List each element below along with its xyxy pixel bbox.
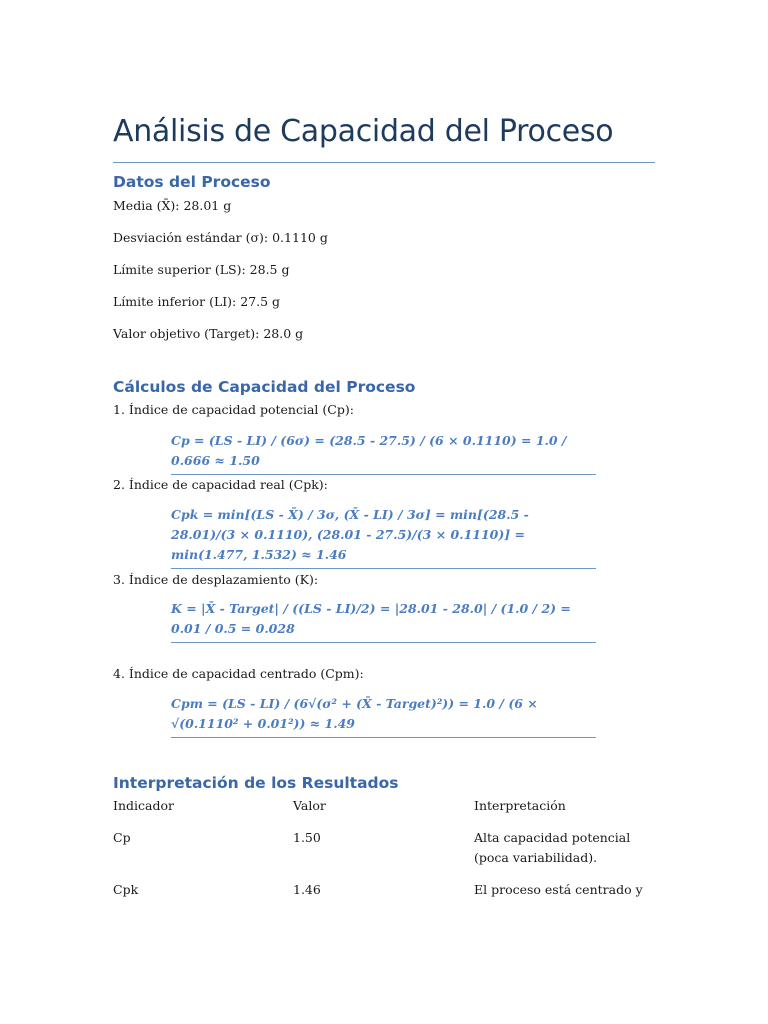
dato-limite-superior: Límite superior (LS): 28.5 g bbox=[113, 262, 290, 277]
dato-desviacion: Desviación estándar (σ): 0.1110 g bbox=[113, 230, 328, 245]
section-heading-datos: Datos del Proceso bbox=[113, 173, 271, 191]
calc-label-cpk: 2. Índice de capacidad real (Cpk): bbox=[113, 477, 328, 492]
document-title: Análisis de Capacidad del Proceso bbox=[113, 112, 655, 163]
calc-label-cp: 1. Índice de capacidad potencial (Cp): bbox=[113, 402, 354, 417]
formula-cpm: Cpm = (LS - LI) / (6√(σ² + (X̄ - Target)²)) = 1.0 / (6 × √(0.1110² + 0.01²)) ≈ 1.49 bbox=[171, 694, 596, 738]
table-header-indicador: Indicador bbox=[113, 798, 174, 813]
dato-limite-inferior: Límite inferior (LI): 27.5 g bbox=[113, 294, 281, 309]
dato-media: Media (X̄): 28.01 g bbox=[113, 198, 232, 213]
table-cell-interpretacion: Alta capacidad potencial (poca variabilidad). bbox=[474, 830, 631, 865]
formula-k: K = |X̄ - Target| / ((LS - LI)/2) = |28.01 - 28.0| / (1.0 / 2) = 0.01 / 0.5 = 0.028 bbox=[171, 599, 596, 643]
table-header-interpretacion: Interpretación bbox=[474, 798, 566, 813]
formula-cp: Cp = (LS - LI) / (6σ) = (28.5 - 27.5) / (6 × 0.1110) = 1.0 / 0.666 ≈ 1.50 bbox=[171, 431, 596, 475]
calc-label-k: 3. Índice de desplazamiento (K): bbox=[113, 572, 319, 587]
calc-label-cpm: 4. Índice de capacidad centrado (Cpm): bbox=[113, 666, 364, 681]
table-cell-valor: 1.46 bbox=[293, 882, 321, 897]
table-cell-interpretacion: El proceso está centrado y bbox=[474, 882, 643, 897]
section-heading-interpretacion: Interpretación de los Resultados bbox=[113, 774, 399, 792]
table-header-valor: Valor bbox=[293, 798, 326, 813]
table-cell-indicador: Cp bbox=[113, 830, 131, 845]
section-heading-calculos: Cálculos de Capacidad del Proceso bbox=[113, 378, 416, 396]
table-cell-indicador: Cpk bbox=[113, 882, 139, 897]
dato-valor-objetivo: Valor objetivo (Target): 28.0 g bbox=[113, 326, 304, 341]
formula-cpk: Cpk = min[(LS - X̄) / 3σ, (X̄ - LI) / 3σ] = min[(28.5 - 28.01)/(3 × 0.1110), (28.01 - 27.5)/(3 × 0.1110)] = min(1.477, 1.532) ≈ 1.46 bbox=[171, 505, 596, 569]
table-cell-valor: 1.50 bbox=[293, 830, 321, 845]
